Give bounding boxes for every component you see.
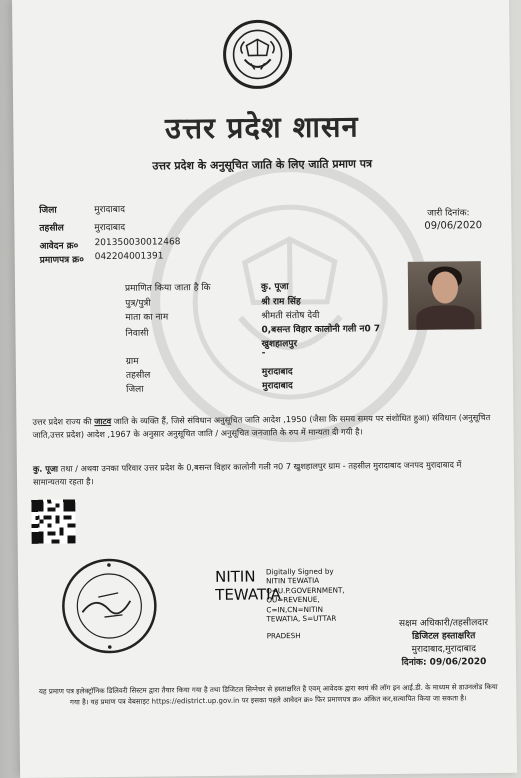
intro-label: प्रमाणित किया जाता है कि: [124, 282, 211, 294]
district-value: मुरादाबाद: [94, 204, 126, 216]
tehsil-detail-value: मुरादाबाद: [261, 367, 293, 378]
digi-line: C=IN,CN=NITIN: [266, 604, 324, 614]
document-subtitle: उत्तर प्रदेश के अनुसूचित जाति के लिए जाति प्रमाण पत्र: [152, 157, 373, 173]
authority-date: 09/06/2020: [429, 657, 487, 668]
signer-last-name: TEWATIA: [215, 585, 281, 604]
para1-start: उत्तर प्रदेश राज्य की: [32, 416, 92, 427]
certificate-number: 042204001391: [94, 251, 164, 263]
digi-line: Digitally Signed by: [265, 566, 334, 577]
issue-date-label: जारी दिनांक:: [427, 208, 470, 219]
authority-location: मुरादाबाद,मुरादाबाद: [411, 644, 477, 655]
authority-date-label: दिनांक:: [401, 657, 427, 668]
mother-label: माता का नाम: [125, 312, 169, 323]
applicant-photo: [408, 261, 482, 330]
district-detail-label: जिला: [126, 384, 144, 395]
village-value: -: [261, 348, 266, 359]
official-seal-icon: [60, 557, 159, 656]
photo-body: [416, 305, 474, 330]
tehsil-detail-label: तहसील: [125, 370, 151, 381]
authority-title: सक्षम अधिकारी/तहसीलदार: [398, 618, 489, 629]
caste-name: जाटव: [94, 415, 112, 427]
digi-line: O=U.P.GOVERNMENT,: [266, 585, 345, 596]
residence-line1: 0,बसन्त विहार कालोनी गली न0 7: [261, 324, 381, 336]
verification-footer: यह प्रमाण पत्र इलेक्ट्रॉनिक डिलिवरी सिस्टम द्वारा तैयार किया गया है तथा डिजिटल सिग्नेचर से हस्ताक्षरित है एवम् आवेदक द्वारा स्वयं की लॉग इन आई.डी. के माध्यम से डाउनलोड किया गया है। यह प्रमाण पत्र वेबसाइट https://edistrict.up.gov.in पर इसका पहले आवेदन क्र० फिर प्रमाणपत्र क्र० अंकित कर,सत्यापित किया जा सकता है।: [38, 682, 498, 707]
para2-text: तथा / अथवा उनका परिवार उत्तर प्रदेश के 0,बसन्त विहार कालोनी गली न0 7 खुशहालपुर ग्राम - तहसील मुरादाबाद जनपद मुरादाबाद में सामान्यतया रहता है।: [32, 459, 462, 488]
issue-date: 09/06/2020: [424, 220, 483, 232]
application-label: आवेदन क्र०: [39, 241, 79, 252]
photo-face: [432, 271, 458, 303]
tehsil-label: तहसील: [39, 223, 64, 234]
document-title: उत्तर प्रदेश शासन: [164, 109, 359, 146]
district-detail-value: मुरादाबाद: [262, 381, 293, 392]
village-label: ग्राम: [125, 356, 139, 367]
digi-line: TEWATIA, S=UTTAR: [266, 613, 337, 624]
residence-label: निवासी: [125, 328, 149, 339]
para1-rest: जाति के व्यक्ति हैं, जिसे संविधान अनुसूचित जाति आदेश ,1950 (जैसा कि समय समय पर संशोधित हुआ) संविधान (अनुसूचित जाति,उत्तर प्रदेश) आदेश ,1967 के अनुसार अनुसूचित जाति / अनुसूचित जनजाति के रुप में मान्यता दी गयी है।: [32, 412, 491, 441]
digitally-signed-label: डिजिटल हस्ताक्षरित: [411, 631, 476, 642]
up-government-emblem-icon: [220, 19, 295, 90]
digi-line: NITIN TEWATIA: [266, 576, 320, 586]
application-number: 201350030012468: [94, 237, 181, 249]
tehsil-value: मुरादाबाद: [94, 222, 126, 234]
father-name: श्री राम सिंह: [261, 296, 301, 308]
relation-label: पुत्र/पुत्री: [125, 298, 151, 309]
mother-name: श्रीमती संतोष देवी: [261, 310, 320, 322]
digi-line: OU=REVENUE,: [266, 595, 320, 605]
certificate-page: [12, 0, 517, 778]
candidate-name: कु. पूजा: [260, 282, 289, 293]
certification-paragraph: [32, 411, 490, 442]
digital-signature-details: [266, 567, 345, 642]
residence-paragraph: [33, 458, 491, 489]
issuing-authority: [378, 617, 509, 670]
district-label: जिला: [39, 205, 57, 216]
para2-name: कु. पूजा: [32, 463, 59, 474]
certificate-label: प्रमाणपत्र क्र०: [39, 255, 84, 266]
digi-line: PRADESH: [266, 631, 301, 641]
residence-line2: खुशहालपुर: [261, 339, 298, 350]
qr-code-icon: [31, 499, 75, 543]
signer-first-name: NITIN: [214, 567, 256, 586]
